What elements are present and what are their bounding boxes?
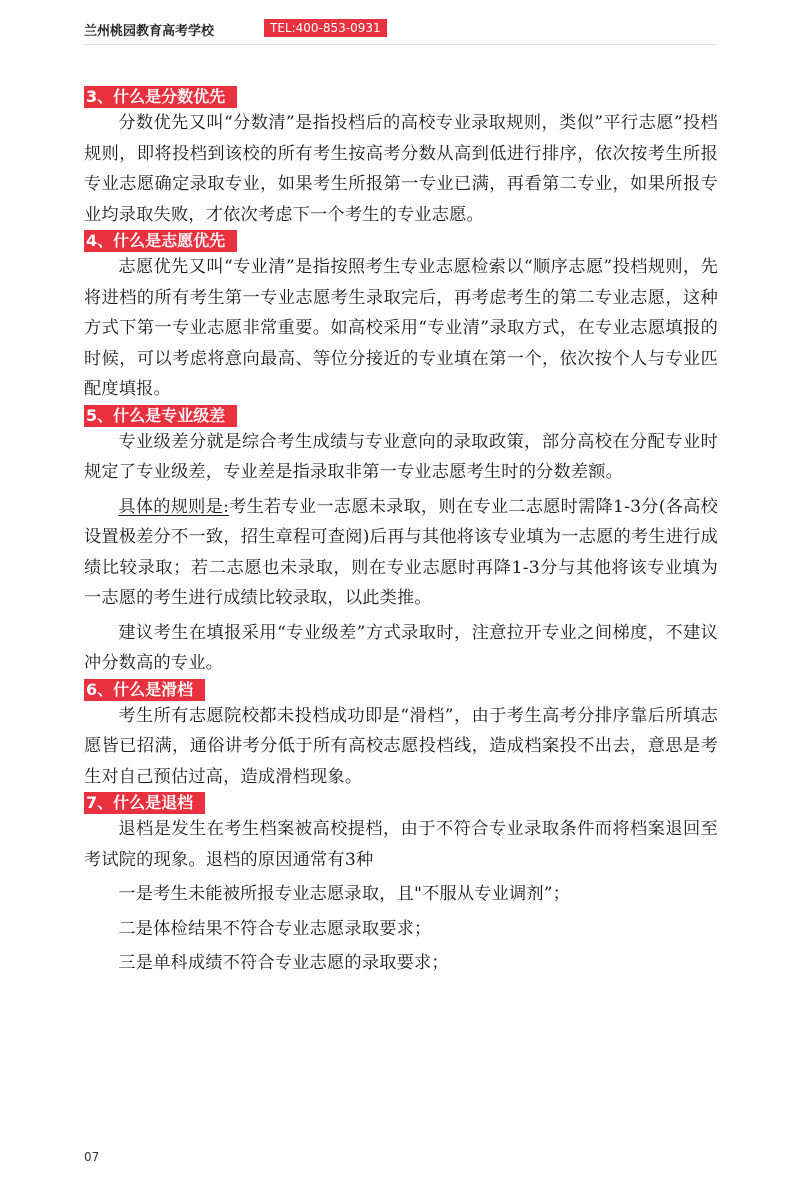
- document-body: [84, 86, 718, 979]
- reason-item: 三是单科成绩不符合专业志愿的录取要求；: [118, 953, 449, 973]
- rule-paragraph: [84, 492, 718, 614]
- section-heading: 4、什么是志愿优先: [84, 230, 237, 252]
- reason-item: 二是体检结果不符合专业志愿录取要求；: [118, 918, 432, 939]
- rule-text: 考生若专业一志愿未录取，则在专业二志愿时需降1-3分(各高校设置极差分不一致，招生章程可查阅)后再与其他将该专业填为一志愿的考生进行成绩比较录取；若二志愿也未录取，则在专业志愿时再降1-3分与其他将该专业填为一志愿的考生进行成绩比较录取，以此类推。: [84, 496, 718, 608]
- reason-item: 一是考生未能被所报专业志愿录取，且"不服从专业调剂”；: [118, 884, 571, 904]
- header-divider: [84, 44, 716, 45]
- section-heading: 7、什么是退档: [84, 792, 205, 814]
- section-file-return: [84, 792, 718, 979]
- section-score-priority: [84, 86, 718, 230]
- paragraph: 分数优先又叫“分数清”是指投档后的高校专业录取规则，类似”平行志愿”投档规则，即将投档到该校的所有考生按高考分数从高到低进行排序，依次按考生所报专业志愿确定录取专业，如果考生所报第一专业已满，再看第二专业，如果所报专业均录取失败，才依次考虑下一个考生的专业志愿。: [84, 113, 718, 225]
- page-header: [0, 0, 800, 50]
- section-major-gradient: [84, 405, 718, 679]
- paragraph: 志愿优先又叫“专业清”是指按照考生专业志愿检索以“顺序志愿”投档规则，先将进档的所有考生第一专业志愿考生录取完后，再考虑考生的第二专业志愿，这种方式下第一专业志愿非常重要。如高校采用“专业清”录取方式，在专业志愿填报的时候，可以考虑将意向最高、等位分接近的专业填在第一个，依次按个人与专业匹配度填报。: [84, 257, 718, 399]
- section-heading: 6、什么是滑档: [84, 679, 205, 701]
- section-preference-priority: [84, 230, 718, 405]
- section-heading: 3、什么是分数优先: [84, 86, 237, 108]
- advice-paragraph: 建议考生在填报采用“专业级差”方式录取时，注意拉开专业之间梯度，不建议冲分数高的专业。: [84, 622, 718, 673]
- rule-label: 具体的规则是:: [118, 496, 230, 517]
- school-name: 兰州桃园教育高考学校: [84, 24, 215, 39]
- paragraph: 退档是发生在考生档案被高校提档，由于不符合专业录取条件而将档案退回至考试院的现象。退档的原因通常有3种: [84, 819, 718, 870]
- section-heading: 5、什么是专业级差: [84, 405, 237, 427]
- page-number: 07: [84, 1150, 100, 1164]
- paragraph: 考生所有志愿院校都未投档成功即是“滑档”，由于考生高考分排序靠后所填志愿皆已招满，通俗讲考分低于所有高校志愿投档线，造成档案投不出去，意思是考生对自己预估过高，造成滑档现象。: [84, 705, 718, 787]
- paragraph: 专业级差分就是综合考生成绩与专业意向的录取政策，部分高校在分配专业时规定了专业级差，专业差是指录取非第一专业志愿考生时的分数差额。: [84, 431, 718, 482]
- tel-badge: TEL:400-853-0931: [264, 19, 387, 37]
- section-slip-admission: [84, 679, 718, 793]
